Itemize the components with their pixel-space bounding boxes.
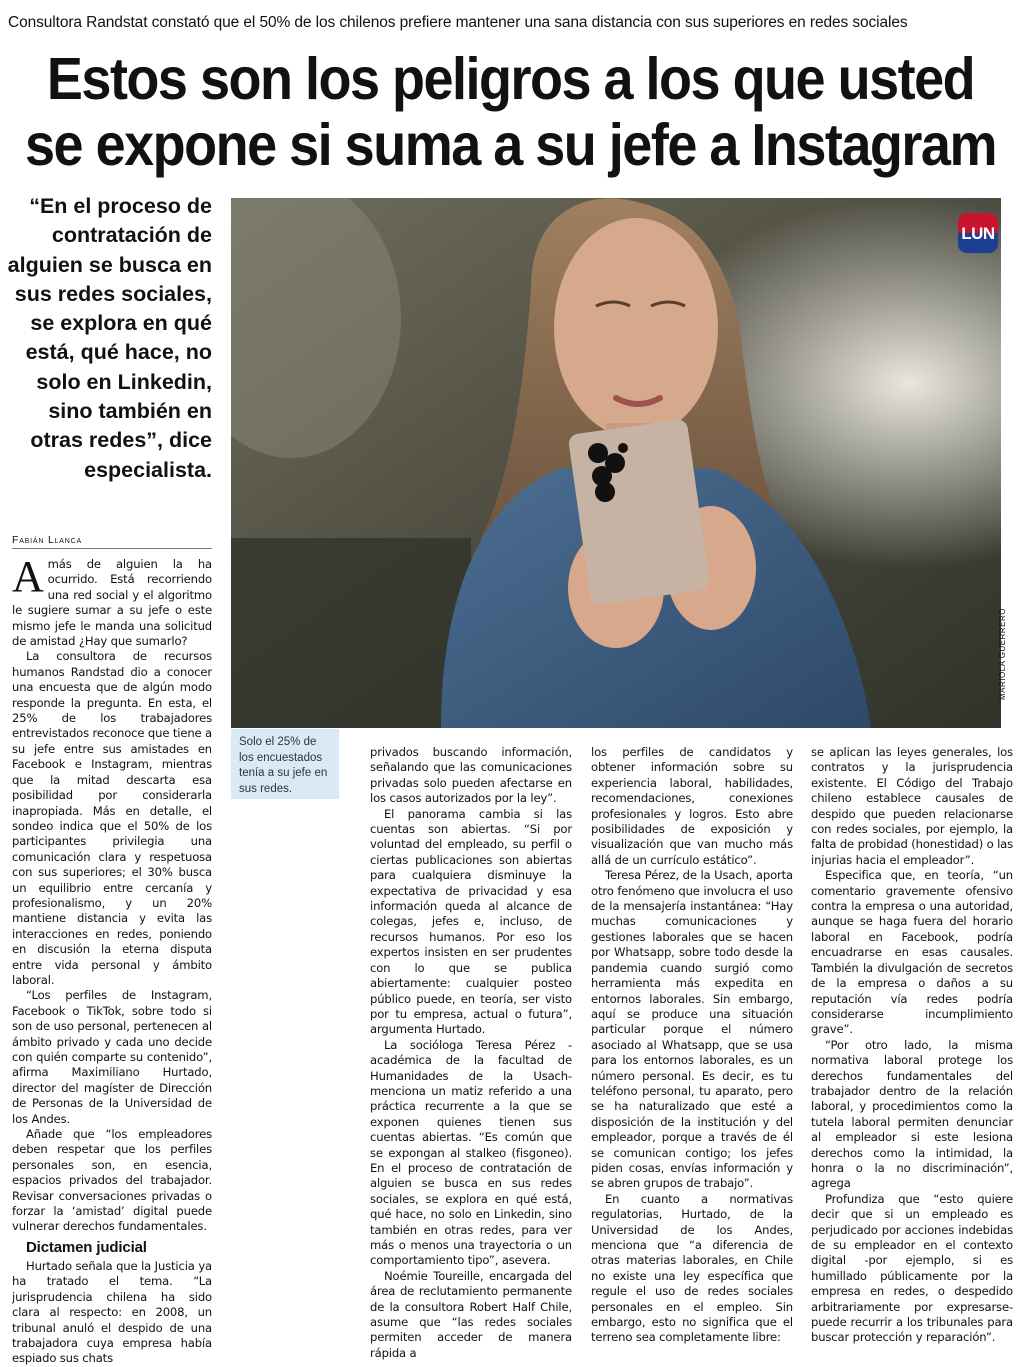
article-column-2 bbox=[370, 745, 572, 1361]
photo-caption: Solo el 25% de los encuestados tenía a su jefe en sus redes. bbox=[231, 729, 339, 799]
kicker: Consultora Randstat constató que el 50% de los chilenos prefiere mantener una sana distancia con sus superiores en redes sociales bbox=[8, 14, 908, 31]
paragraph-6: privados buscando información, señalando que las comunicaciones privadas solo pueden afectarse en los casos autorizados por la ley”. bbox=[370, 745, 572, 806]
headline bbox=[0, 46, 1021, 178]
article-photo bbox=[231, 198, 1001, 728]
paragraph-1-text: más de alguien la ha ocurrido. Está recorriendo una red social y el algoritmo le sugiere sumar a su jefe o este mismo jefe le manda una solicitud de amistad ¿Hay que sumarlo? bbox=[12, 557, 212, 649]
paragraph-2: La consultora de recursos humanos Randstad dio a conocer una encuesta que de algún modo responde la pregunta. En esta, el 25% de los trabajadores entrevistados reconoce que tiene a su jefe entre sus amistades en Facebook e Instagram, mientras que la mitad descarta esa posibilidad por considerarla inapropiada. Más en detalle, el sondeo indica que el 50% de los participantes privilegia una comunicación clara y respetuosa con sus superiores; el 30% busca un equilibrio entre cercanía y profesionalismo, y un 20% mantiene distancia y evita las interacciones en redes, poniendo en discusión la eterna disputa entre vida personal y ámbito laboral. bbox=[12, 649, 212, 987]
paragraph-13: se aplican las leyes generales, los contratos y la jurisprudencia existente. El Código del Trabajo chileno establece causales de despido que pueden relacionarse con redes sociales, por ejemplo, la falta de probidad (honestidad) o las injurias hacia el empleador”. bbox=[811, 745, 1014, 867]
paragraph-3: “Los perfiles de Instagram, Facebook o TikTok, sobre todo si son de uso personal, pertenecen al ámbito privado y cada uno decide con quién comparte su contenido”, afirma Maximiliano Hurtado, director del magíster de Dirección de Personas de la Universidad de los Andes. bbox=[12, 988, 212, 1126]
headline-line-1: Estos son los peligros a los que usted bbox=[46, 46, 975, 112]
byline: Fabián Llanca bbox=[12, 534, 82, 546]
photo-credit: MARIOLA GUERRERO bbox=[998, 607, 1007, 700]
paragraph-5: Hurtado señala que la Justicia ya ha tratado el tema. “La jurisprudencia chilena ha sido clara al respecto: en 2008, un tribunal anuló el despido de una trabajadora cuya empresa había espiado sus chats bbox=[12, 1258, 212, 1366]
paragraph-9: Noémie Toureille, encargada del área de reclutamiento permanente de la consultora Robert Half Chile, asume que “las redes sociales permiten acceder de manera rápida a bbox=[370, 1268, 572, 1360]
paragraph-4: Añade que “los empleadores deben respetar que los perfiles personales son, en esencia, espacios privados del trabajador. Revisar conversaciones privadas o forzar la ‘amistad’ digital puede vulnerar derechos fundamentales. bbox=[12, 1127, 212, 1234]
subheading: Dictamen judicial bbox=[26, 1238, 147, 1256]
paragraph-8: La socióloga Teresa Pérez -académica de la facultad de Humanidades de la Usach- menciona un matiz referido a una práctica recurrente a la que se exponen quienes tienen sus cuentas abiertas. “Es común que se expongan al stalkeo (fisgoneo). En el proceso de contratación de alguien se busca en sus redes sociales, se explora en qué está, qué hace, no solo en Linkedin, sino también en otras redes, para ver más o menos una trayectoria o un comportamiento tipo”, asevera. bbox=[370, 1037, 572, 1268]
pull-quote: “En el proceso de contratación de alguien se busca en sus redes sociales, se explora en qué está, qué hace, no solo en Linkedin, sino también en otras redes”, dice especialista. bbox=[7, 194, 212, 482]
byline-divider bbox=[12, 548, 212, 549]
paragraph-14: Especifica que, en teoría, “un comentario gravemente ofensivo contra la empresa o una autoridad, aunque se haga fuera del horario laboral en Facebook, podría encuadrarse en esas causales. También la divulgación de secretos de la empresa o daños a su reputación vía redes podría considerarse incumplimiento grave”. bbox=[811, 868, 1013, 1037]
drop-cap: A bbox=[12, 552, 44, 601]
article-column-1 bbox=[12, 552, 212, 1367]
paragraph-10: los perfiles de candidatos y obtener información sobre su experiencia laboral, habilidades, recomendaciones, conexiones profesionales y logros. Esto abre posibilidades de exposición y visualización que van mucho más allá de un currículo estático”. bbox=[591, 745, 793, 867]
headline-line-2: se expone si suma a su jefe a Instagram bbox=[25, 112, 996, 178]
article-column-3 bbox=[591, 745, 793, 1346]
article-column-4 bbox=[811, 745, 1013, 1346]
paragraph-16: Profundiza que “esto quiere decir que si un empleado es perjudicado por acciones indebidas de su empleador en el contexto digital -por ejemplo, si es humillado públicamente por la empresa en redes, o despedido arbitrariamente por expresarse- puede recurrir a los tribunales para buscar protección y reparación”. bbox=[811, 1191, 1013, 1345]
lun-logo-text: LUN bbox=[961, 224, 995, 243]
paragraph-1 bbox=[12, 552, 212, 649]
paragraph-12: En cuanto a normativas regulatorias, Hurtado, de la Universidad de los Andes, menciona que “a diferencia de otras materias laborales, en Chile no existe una ley específica que regule el uso de redes sociales personales en el empleo. Sin embargo, esto no significa que el terreno sea completamente libre: bbox=[591, 1191, 793, 1345]
paragraph-7: El panorama cambia si las cuentas son abiertas. “Si por voluntad del empleado, su perfil o ciertas publicaciones son abiertas para cualquiera disminuye la expectativa de privacidad y esa información queda al alcance de colegas, jefes e, incluso, de recursos humanos. Por eso los expertos insisten en ser prudentes con lo que se publica abiertamente: cualquier posteo público puede, en teoría, ser visto por tu empresa, actual o futura”, argumenta Hurtado. bbox=[370, 806, 572, 1037]
paragraph-15: “Por otro lado, la misma normativa laboral protege los derechos fundamentales del trabajador dentro de la relación laboral, y procedimientos como la tutela laboral permiten denunciar al empleador si este lesiona derechos como la intimidad, la honra o la no discriminación”, agrega bbox=[811, 1037, 1013, 1191]
lun-logo bbox=[958, 213, 998, 253]
paragraph-11: Teresa Pérez, de la Usach, aporta otro fenómeno que involucra el uso de la mensajería instantánea: “Hay muchas comunicaciones y gestiones laborales que se hacen por Whatsapp, sobre todo desde la pandemia cuando surgió como herramienta más expedita en entornos laborales. Sin embargo, aquí se produce una situación particular porque el número asociado al Whatsapp, que se usa para los entornos laborales, es un número personal. Es decir, es tu teléfono personal, tu aparato, pero se ha naturalizado que esté a disposición de la institución y del empleador, porque a través de él se comunican contigo; los jefes piden cosas, envías información y se abren grupos de trabajo”. bbox=[591, 868, 793, 1191]
